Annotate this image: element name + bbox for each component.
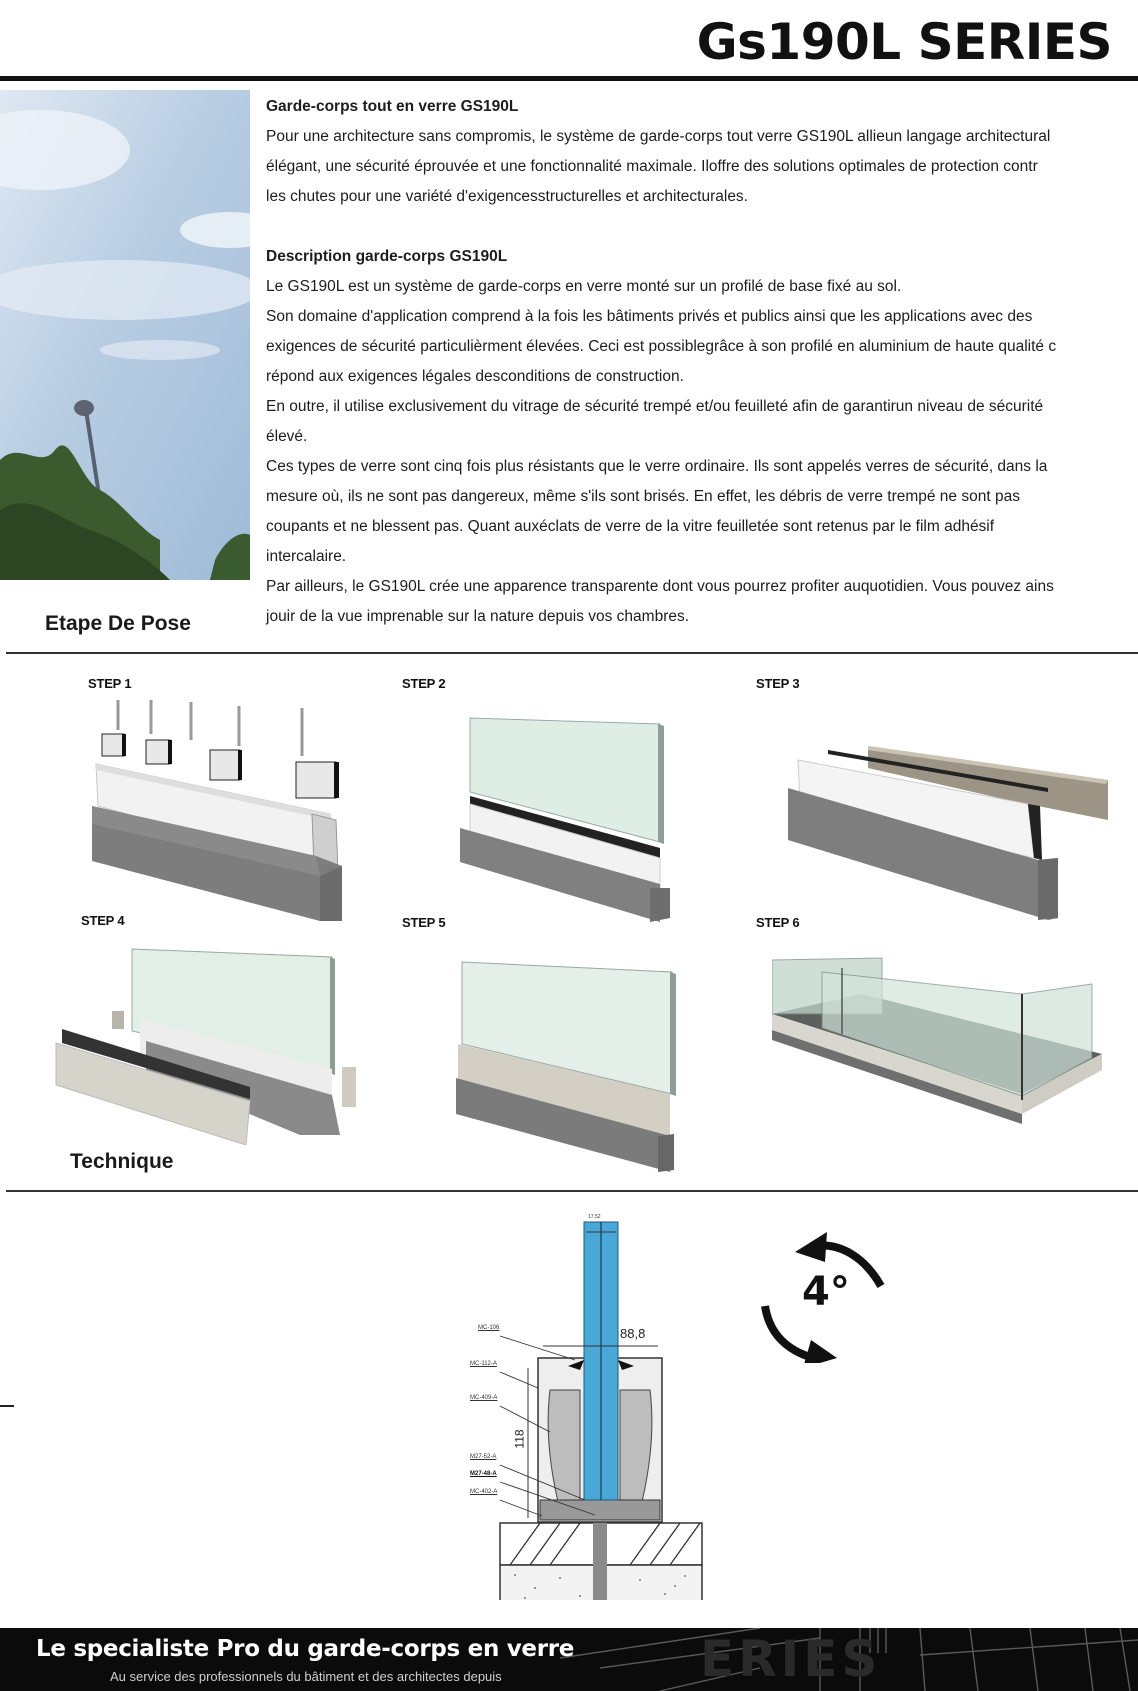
footer-ghost-text: ERIES bbox=[700, 1630, 882, 1688]
description-line: répond aux exigences légales desconditions de construction. bbox=[266, 368, 684, 385]
description-line: intercalaire. bbox=[266, 548, 347, 565]
callout-label: M27-52-A bbox=[470, 1454, 497, 1460]
intro-line: Pour une architecture sans compromis, le système de garde-corps tout verre GS190L allieun langage architectural bbox=[266, 128, 1051, 145]
footer-banner bbox=[0, 1628, 1138, 1691]
step-6-illustration bbox=[772, 954, 1102, 1164]
callout-label: M27-48-A bbox=[470, 1471, 497, 1477]
description-line: élevé. bbox=[266, 428, 308, 445]
step-label: STEP 6 bbox=[756, 915, 800, 930]
step-1-illustration bbox=[80, 696, 360, 921]
callout-label: MC-112-A bbox=[470, 1361, 497, 1367]
description-line: coupants et ne blessent pas. Quant auxéclats de verre de la vitre feuilletée sont retenus par le film adhésif bbox=[266, 518, 995, 535]
tilt-angle-label: 4° bbox=[802, 1269, 850, 1315]
glass-thickness-dim: 17.52 bbox=[588, 1214, 601, 1220]
callout-label: MC-106 bbox=[478, 1325, 500, 1331]
step-label: STEP 3 bbox=[756, 676, 800, 691]
section-title-technique: Technique bbox=[70, 1150, 174, 1173]
width-dimension: 88,8 bbox=[620, 1326, 646, 1341]
callout-label: MC-409-A bbox=[470, 1395, 498, 1401]
intro-line: élégant, une sécurité éprouvée et une fonctionnalité maximale. Iloffre des solutions optimales de protection contr bbox=[266, 158, 1038, 175]
step-label: STEP 2 bbox=[402, 676, 446, 691]
section-title-etape: Etape De Pose bbox=[45, 612, 191, 635]
description-line: exigences de sécurité particulièrment élevées. Ceci est possiblegrâce à son profilé en aluminium de haute qualité c bbox=[266, 338, 1057, 355]
intro-text bbox=[266, 92, 1138, 632]
footer-title: Le specialiste Pro du garde-corps en verre bbox=[36, 1636, 575, 1662]
description-line: jouir de la vue imprenable sur la nature depuis vos chambres. bbox=[266, 608, 690, 625]
step-label: STEP 4 bbox=[81, 913, 125, 928]
step-label: STEP 5 bbox=[402, 915, 446, 930]
callout-label: MC-402-A bbox=[470, 1489, 498, 1495]
description-line: Ces types de verre sont cinq fois plus résistants que le verre ordinaire. Ils sont appelés verres de sécurité, dans la bbox=[266, 458, 1048, 475]
margin-tick bbox=[0, 1405, 14, 1407]
footer-subtitle: Au service des professionnels du bâtiment et des architectes depuis bbox=[110, 1669, 502, 1684]
step-5-illustration bbox=[452, 958, 682, 1173]
technical-cross-section bbox=[440, 1210, 720, 1600]
description-heading: Description garde-corps GS190L bbox=[266, 248, 508, 265]
section-divider bbox=[6, 652, 1138, 654]
description-line: Par ailleurs, le GS190L crée une apparence transparente dont vous pourrez profiter auquotidien. Vous pouvez ains bbox=[266, 578, 1054, 595]
step-4-illustration bbox=[50, 945, 370, 1145]
step-2-illustration bbox=[460, 712, 670, 922]
sky-photo bbox=[0, 90, 250, 580]
description-line: Le GS190L est un système de garde-corps en verre monté sur un profilé de base fixé au sol. bbox=[266, 278, 902, 295]
intro-heading: Garde-corps tout en verre GS190L bbox=[266, 98, 519, 115]
intro-line: les chutes pour une variété d'exigencesstructurelles et architecturales. bbox=[266, 188, 748, 205]
tilt-angle-indicator bbox=[755, 1228, 890, 1363]
description-line: En outre, il utilise exclusivement du vitrage de sécurité trempé et/ou feuilleté afin de garantirun niveau de sécurité bbox=[266, 398, 1044, 415]
page-title: Gs190L SERIES bbox=[696, 13, 1112, 71]
height-dimension: 118 bbox=[512, 1429, 527, 1449]
header-divider bbox=[0, 76, 1138, 81]
section-divider bbox=[6, 1190, 1138, 1192]
description-line: Son domaine d'application comprend à la fois les bâtiments privés et publics ainsi que les applications avec des bbox=[266, 308, 1033, 325]
step-label: STEP 1 bbox=[88, 676, 132, 691]
description-line: mesure où, ils ne sont pas dangereux, même s'ils sont brisés. En effet, les débris de verre trempé ne sont pas bbox=[266, 488, 1020, 505]
step-3-illustration bbox=[788, 740, 1118, 920]
